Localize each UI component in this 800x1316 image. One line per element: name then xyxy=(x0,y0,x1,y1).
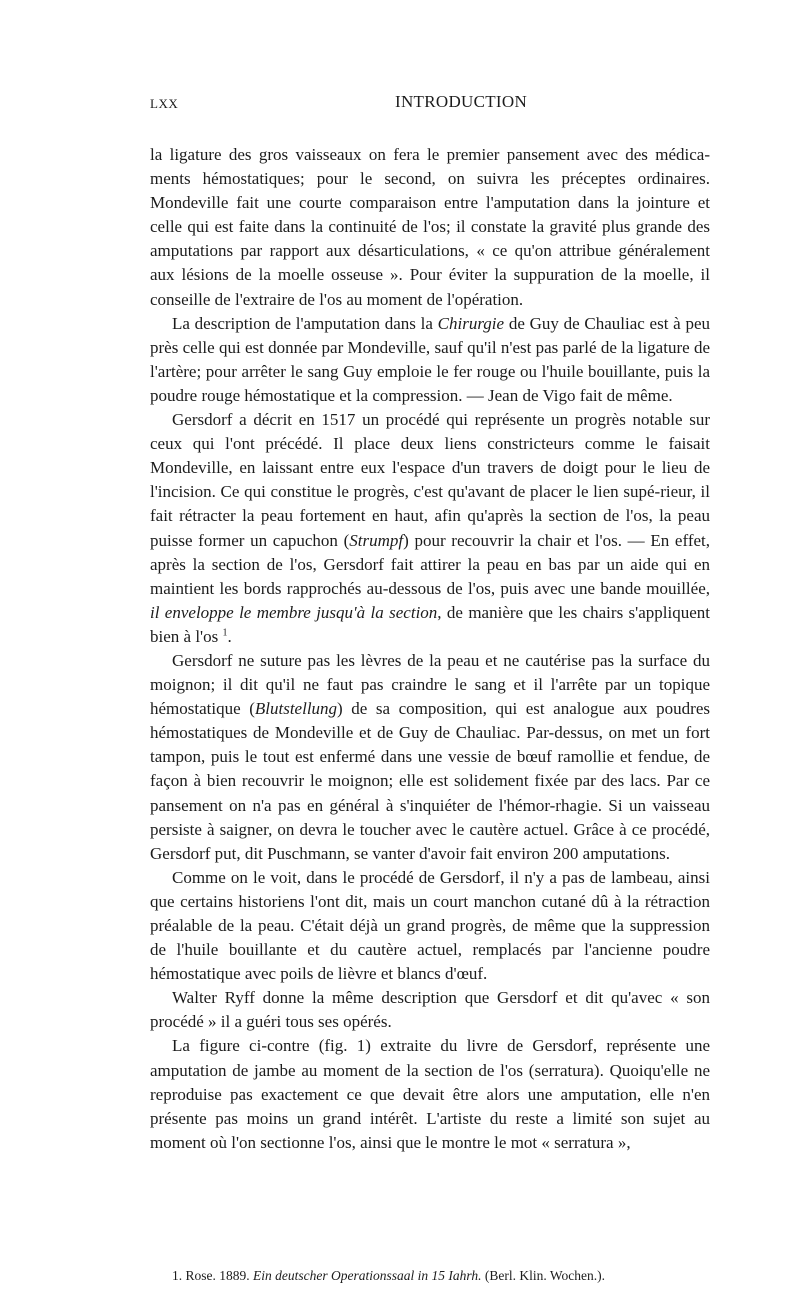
paragraph xyxy=(150,1034,710,1154)
text-run: Walter Ryff donne la même description que Gersdorf et dit qu'avec « son procédé » il a guéri tous ses opérés. xyxy=(150,988,710,1032)
text-run: Gersdorf ne suture pas les lèvres de la peau et ne cautérise pas la surface du moignon; il dit qu'il ne faut pas craindre le sang et il l'arrête par un topique hémostatique ( xyxy=(150,650,710,719)
text-run: La description de l'amputation dans la xyxy=(172,313,438,333)
page-number: LXX xyxy=(150,96,179,111)
footnote-marker: 1 xyxy=(222,627,228,639)
paragraph xyxy=(150,649,710,866)
text-run: Gersdorf a décrit en 1517 un procédé qui représente un progrès notable sur ceux qui l'ont précédé. Il place deux liens constricteurs comme le faisait Mondeville, en laissant entre eux l'espace d'un travers de doigt pour le lieu de l'incision. Ce qui constitue le progrès, c'est qu'avant de placer le lien supé-rieur, il fait rétracter la peau fortement en haut, afin qu'après la section de l'os, la peau puisse former un capuchon ( xyxy=(150,410,710,550)
body-text xyxy=(150,143,710,1155)
text-run: . xyxy=(227,626,232,646)
text-run: La figure ci-contre (fig. 1) extraite du livre de Gersdorf, représente une amputation de jambe au moment de la section de l'os (serratura). Quoiqu'elle ne reproduise pas exactement ce que devait être alors une amputation, elle n'en présente pas moins un grand intérêt. L'artiste du reste a limité son sujet au moment où l'on sectionne l'os, ainsi que le montre le mot « serratura », xyxy=(150,1036,710,1152)
text-run: la ligature des gros vaisseaux on fera le premier pansement avec des médica-ments hémostatiques; pour le second, on suivra les préceptes ordinaires. Mondeville fait une courte comparaison entre l'amputation dans la jointure et celle qui est faite dans la continuité de l'os; il constate la gravité plus grande des amputations par rapport aux désarticulations, « ce qu'on attribue généralement aux lésions de la moelle osseuse ». Pour éviter la suppuration de la moelle, il conseille de l'extraire de l'os au moment de l'opération. xyxy=(150,145,710,309)
footnote xyxy=(150,1267,710,1285)
italic-text: Strumpf xyxy=(349,530,404,550)
text-run: ) pour recouvrir la chair et l'os. — En effet, après la section de l'os, Gersdorf fait attirer la peau en bas par un aide qui en maintient les bords rapprochés au-dessous de l'os, puis avec une bande mouillée, xyxy=(150,530,710,598)
text-run: ) de sa composition, qui est analogue aux poudres hémostatiques de Mondeville et de Guy de Chauliac. Par-dessus, on met un fort tampon, puis le tout est enfermé dans une vessie de bœuf ramollie et fendue, de façon à bien recouvrir le moignon; elle est solidement fixée par des lacs. Par ce pansement on n'a pas en général à s'inquiéter de l'hémor-rhagie. Si un vaisseau persiste à saigner, on devra le toucher avec le cautère actuel. Grâce à ce procédé, Gersdorf put, dit Puschmann, se vanter d'avoir fait environ 200 amputations. xyxy=(150,699,710,863)
text-run: 1. Rose. 1889. xyxy=(172,1268,253,1283)
text-run: Comme on le voit, dans le procédé de Gersdorf, il n'y a pas de lambeau, ainsi que certains historiens l'ont dit, mais un court manchon cutané dû à la rétraction préalable de la peau. C'était déjà un grand progrès, de même que la suppression de l'huile bouillante et du cautère actuel, remplacés par l'ancienne poudre hémostatique avec poils de lièvre et blancs d'œuf. xyxy=(150,867,710,984)
paragraph xyxy=(150,866,710,986)
italic-text: Chirurgie xyxy=(437,313,505,333)
italic-text: Blutstellung xyxy=(254,699,338,719)
italic-text: Ein deutscher Operationssaal in 15 Iahrh. xyxy=(253,1268,482,1283)
text-run: , de manière que les chairs s'appliquent bien à l'os xyxy=(150,602,710,646)
text-run: (Berl. Klin. Wochen.). xyxy=(481,1268,606,1283)
paragraph xyxy=(150,312,710,408)
running-title: INTRODUCTION xyxy=(395,92,528,111)
page-header xyxy=(150,92,710,116)
paragraph xyxy=(150,143,710,312)
paragraph xyxy=(150,408,710,649)
text-run: de Guy de Chauliac est à peu près celle qui est donnée par Mondeville, sauf qu'il n'est pas parlé de la ligature de l'artère; pour arrêter le sang Guy emploie le fer rouge ou l'huile bouillante, puis la poudre rouge hémostatique et la compression. — Jean de Vigo fait de même. xyxy=(150,313,710,405)
italic-text: il enveloppe le membre jusqu'à la section xyxy=(150,602,438,622)
paragraph xyxy=(150,986,710,1034)
